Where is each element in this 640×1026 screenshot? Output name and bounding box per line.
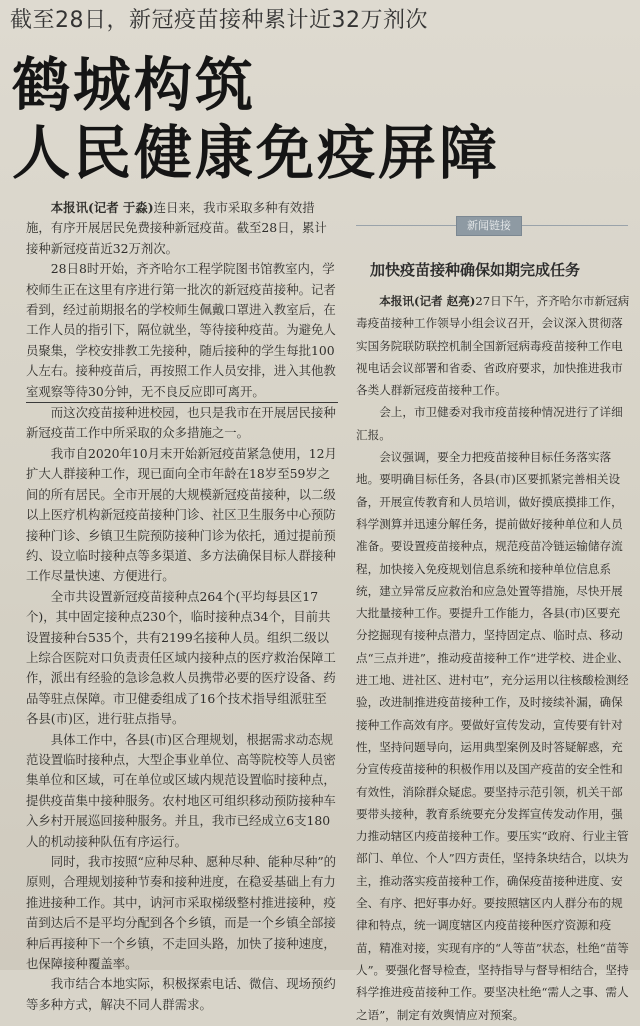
article-paragraph: 我市自2020年10月末开始新冠疫苗紧急使用，12月扩大人群接种工作，现已面向全市年龄在18岁至59岁之间的所有居民。全市开展的大规模新冠疫苗接种，以二级以上医疗机构新冠疫苗接种门诊、社区卫生服务中心预防接种门诊、乡镇卫生院预防接种门诊为依托，通过提前预约、设立临时接种点等多渠道、多方法确保目标人群接种工作尽量快速、方便进行。: [26, 445, 337, 584]
sidebar-paragraph: 会上，市卫健委对我市疫苗接种情况进行了详细汇报。: [356, 405, 623, 442]
article-byline: 本报讯(记者 于淼): [50, 200, 154, 215]
sidebar-title: 加快疫苗接种确保如期完成任务: [370, 261, 581, 279]
sidebar-paragraph: 本报讯(记者 赵亮)27日下午，齐齐哈尔市新冠病毒疫苗接种工作领导小组会议召开，会议深入贯彻落实国务院联防联控机制全国新冠病毒疫苗接种工作电视电话会议部署和省委、省政府要求，加快推进我市各类人群新冠疫苗接种工作。: [356, 294, 630, 398]
sidebar-byline: 本报讯(记者 赵亮): [379, 294, 476, 308]
sidebar-paragraph: 会议强调，要全力把疫苗接种目标任务落实落地。要明确目标任务，各县(市)区要抓紧完善相关设备，开展宣传教育和人员培训，做好摸底摸排工作，科学测算并迅速分解任务，提前做好接种单位和人员准备。要设置疫苗接种点，规范疫苗冷链运输储存流程，加快接入免疫规划信息系统和接种单位信息系统，建立异常反应救治和应急处置等措施，尽快开展大批量接种工作。要提升工作能力，各县(市)区要充分挖掘现有接种点潜力，坚持固定点、临时点、移动点“三点并进”，推动疫苗接种工作“进学校、进企业、进工地、进社区、进村屯”，充分运用以往核酸检测经验，改进制推进疫苗接种工作，及时接续补漏，确保接种工作高效有序。要做好宣传发动，宣传要有针对性，坚持问题导向，运用典型案例及时答疑解惑，充分宣传疫苗接种的积极作用以及国产疫苗的安全性和有效性，消除群众疑虑。要坚持示范引领，机关干部要带头接种，教育系统要充分发挥宣传发动作用，强力推动辖区内疫苗接种工作。要压实“政府、行业主管部门、单位、个人”四方责任，坚持条块结合，以块为主，推动落实疫苗接种工作，确保疫苗接种进度、安全、有序、把好事办好。要按照辖区内人群分布的规律和特点，统一调度辖区内疫苗接种医疗资源和疫苗，精准对接，实现有序的“人等苗”状态，杜绝“苗等人”。要强化督导检查，坚持指导与督导相结合，坚持科学推进疫苗接种工作。要坚决杜绝“需人之事、需人之语”，制定有效舆情应对预案。: [356, 450, 629, 1022]
article-paragraph: 本报讯(记者 于淼)连日来，我市采取多种有效措施，有序开展居民免费接种新冠疫苗。截至28日，累计接种新冠疫苗近32万剂次。: [26, 200, 327, 256]
article-paragraph: 我市结合本地实际，积极探索电话、微信、现场预约等多种方式，解决不同人群需求。: [26, 976, 336, 1012]
article-paragraph: 全市共设置新冠疫苗接种点264个(平均每县区17个)，其中固定接种点230个，临时接种点34个，目前共设置接种台535个，共有2199名接种人员。组织二级以上综合医院对口负责责任区域内接种点的医疗救治保障工作，派出有经验的急诊急救人员携带必要的医疗设备、药品等驻点保障。市卫健委组成了16个技术指导组派驻至各县(市)区，进行驻点指导。: [26, 588, 336, 727]
main-headline-line-1: 鹤城构筑: [12, 51, 257, 119]
sidebar-article: [356, 290, 630, 1026]
left-article: [26, 198, 338, 1015]
article-paragraph: 具体工作中，各县(市)区合理规划，根据需求动态规范设置临时接种点，大型企事业单位、高等院校等人员密集单位和区域，可在单位或区域内规范设置临时接种点，提供疫苗集中接种服务。农村地区可组织移动预防接种车入乡村开展巡回接种服务。并且，我市已经成立6支180人的机动接种队伍有序运行。: [26, 731, 336, 849]
article-paragraph: 而这次疫苗接种进校园，也只是我市在开展居民接种新冠疫苗工作中所采取的众多措施之一。: [26, 405, 336, 441]
article-paragraph: 同时，我市按照“应种尽种、愿种尽种、能种尽种”的原则，合理规划接种节奏和接种进度，在稳妥基础上有力推进接种工作。其中，讷河市采取梯级整村推进接种，疫苗到达后不是平均分配到各个乡镇，而是一个乡镇全部接种后再接种下一个乡镇，不走回头路，加快了接种速度，也保障接种覆盖率。: [26, 854, 337, 972]
main-headline-line-2: 人民健康免疫屏障: [12, 119, 501, 187]
kicker-headline: 截至28日，新冠疫苗接种累计近32万剂次: [10, 8, 428, 33]
news-link-tag: 新闻链接: [456, 216, 522, 236]
article-paragraph-highlighted: 28日8时开始，齐齐哈尔工程学院图书馆教室内，学校师生正在这里有序进行第一批次的新冠疫苗接种。记者看到，经过前期报名的学校师生佩戴口罩进入教室后，在工作人员的指引下，隔位就坐，等待接种疫苗。为避免人员聚集，学校安排教工先接种，随后接种的学生每批100人左右。接种疫苗后，再按照工作人员安排，进入其他教室观察等待30分钟，无不良反应即可离开。: [26, 259, 338, 403]
